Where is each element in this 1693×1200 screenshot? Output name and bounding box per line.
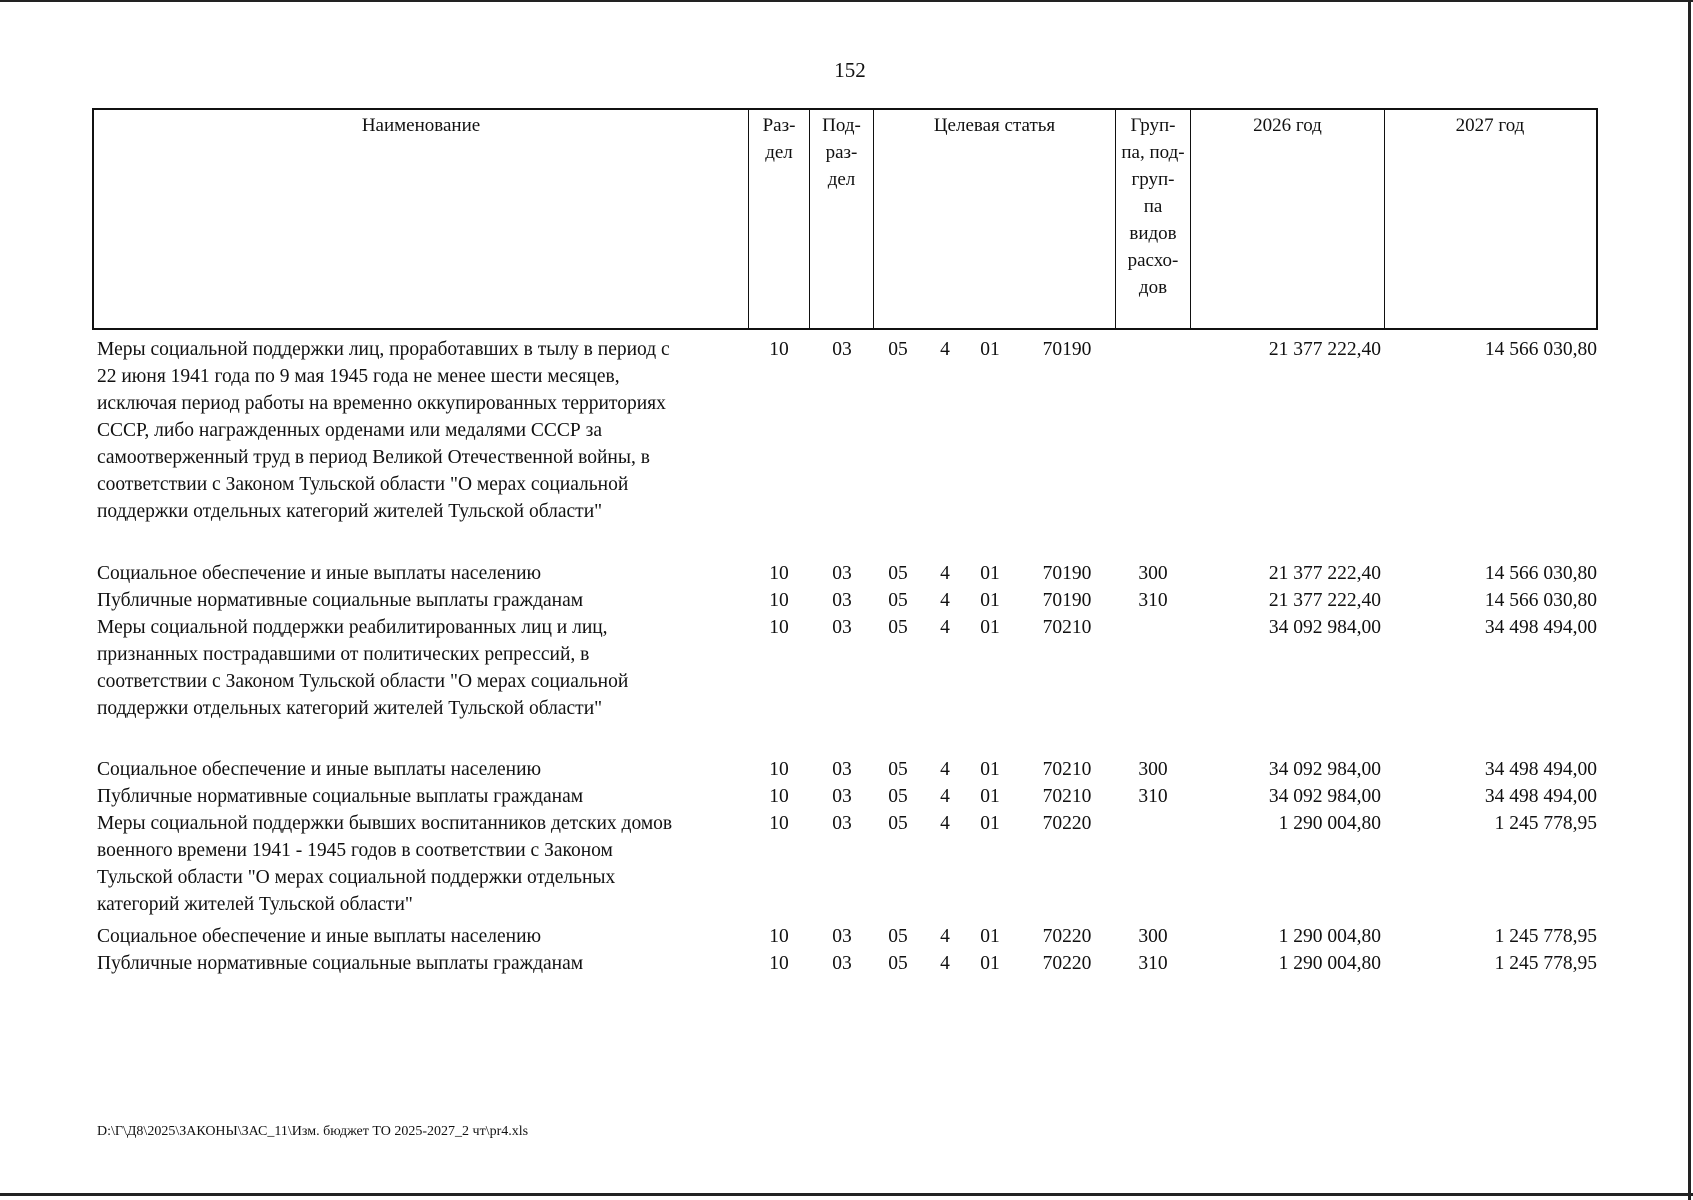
cell-target-event: 01 <box>980 813 1000 834</box>
cell-razdel: 10 <box>769 339 789 360</box>
row-name: Меры социальной поддержки лиц, проработавших в тылу в период с 22 июня 1941 года по 9 мая 1945 года не менее шести месяцев, исключая период работы на временно оккупированных территориях СССР, либо награжденных орденами или медалями СССР за самоотверженный труд в период Великой Отечественной войны, в соответствии с Законом Тульской области "О мерах социальной поддержки отдельных категорий жителей Тульской области" <box>97 339 670 522</box>
cell-target-program: 05 <box>888 339 908 360</box>
row-name: Публичные нормативные социальные выплаты гражданам <box>97 953 584 974</box>
page-frame-right <box>1688 0 1691 1200</box>
cell-2026: 1 290 004,80 <box>1278 813 1381 834</box>
cell-razdel: 10 <box>769 813 789 834</box>
cell-target-type: 4 <box>940 786 950 807</box>
row-name: Социальное обеспечение и иные выплаты населению <box>97 563 542 584</box>
page-number: 152 <box>834 58 866 82</box>
cell-2026: 34 092 984,00 <box>1268 786 1381 807</box>
cell-2026: 1 290 004,80 <box>1278 926 1381 947</box>
row-name: Социальное обеспечение и иные выплаты населению <box>97 926 542 947</box>
cell-target-program: 05 <box>888 590 908 611</box>
cell-2026: 21 377 222,40 <box>1268 563 1381 584</box>
page-frame-top <box>0 0 1693 2</box>
cell-target-program: 05 <box>888 953 908 974</box>
cell-2026: 21 377 222,40 <box>1268 339 1381 360</box>
cell-razdel: 10 <box>769 590 789 611</box>
row-name: Публичные нормативные социальные выплаты гражданам <box>97 590 584 611</box>
cell-podrazdel: 03 <box>832 786 852 807</box>
cell-razdel: 10 <box>769 786 789 807</box>
cell-target-type: 4 <box>940 759 950 780</box>
cell-target-direction: 70190 <box>1042 339 1092 360</box>
cell-2027: 14 566 030,80 <box>1484 563 1597 584</box>
cell-target-program: 05 <box>888 563 908 584</box>
cell-target-type: 4 <box>940 563 950 584</box>
cell-2026: 1 290 004,80 <box>1278 953 1381 974</box>
cell-target-direction: 70210 <box>1042 759 1092 780</box>
cell-target-event: 01 <box>980 926 1000 947</box>
cell-expense-group: 310 <box>1138 786 1168 807</box>
column-divider <box>1190 108 1191 330</box>
cell-2027: 34 498 494,00 <box>1484 759 1597 780</box>
cell-2026: 34 092 984,00 <box>1268 759 1381 780</box>
cell-2027: 34 498 494,00 <box>1484 786 1597 807</box>
cell-target-event: 01 <box>980 563 1000 584</box>
cell-2027: 34 498 494,00 <box>1484 617 1597 638</box>
cell-2026: 21 377 222,40 <box>1268 590 1381 611</box>
cell-2027: 14 566 030,80 <box>1484 590 1597 611</box>
cell-podrazdel: 03 <box>832 953 852 974</box>
cell-expense-group: 300 <box>1138 926 1168 947</box>
header-expense-group: Груп- па, под- груп- па видов расхо- дов <box>1121 115 1185 298</box>
cell-2027: 14 566 030,80 <box>1484 339 1597 360</box>
cell-target-direction: 70220 <box>1042 953 1092 974</box>
cell-2027: 1 245 778,95 <box>1494 953 1597 974</box>
row-name: Социальное обеспечение и иные выплаты населению <box>97 759 542 780</box>
cell-target-direction: 70220 <box>1042 926 1092 947</box>
cell-target-event: 01 <box>980 339 1000 360</box>
cell-target-direction: 70210 <box>1042 617 1092 638</box>
page-frame-bottom <box>0 1193 1693 1196</box>
cell-target-direction: 70210 <box>1042 786 1092 807</box>
cell-podrazdel: 03 <box>832 759 852 780</box>
cell-target-program: 05 <box>888 617 908 638</box>
cell-podrazdel: 03 <box>832 590 852 611</box>
row-name: Публичные нормативные социальные выплаты гражданам <box>97 786 584 807</box>
row-name: Меры социальной поддержки реабилитированных лиц и лиц, признанных пострадавшими от политических репрессий, в соответствии с Законом Тульской области "О мерах социальной поддержки отдельных категорий жителей Тульской области" <box>97 617 629 719</box>
cell-expense-group: 300 <box>1138 563 1168 584</box>
cell-target-type: 4 <box>940 339 950 360</box>
cell-target-event: 01 <box>980 953 1000 974</box>
cell-expense-group: 300 <box>1138 759 1168 780</box>
cell-expense-group: 310 <box>1138 590 1168 611</box>
cell-target-program: 05 <box>888 786 908 807</box>
header-podrazdel: Под- раз- дел <box>822 115 861 190</box>
cell-razdel: 10 <box>769 759 789 780</box>
column-divider <box>873 108 874 330</box>
column-divider <box>1384 108 1385 330</box>
cell-2026: 34 092 984,00 <box>1268 617 1381 638</box>
cell-podrazdel: 03 <box>832 339 852 360</box>
header-target-article: Целевая статья <box>933 115 1056 136</box>
cell-razdel: 10 <box>769 953 789 974</box>
header-name: Наименование <box>361 115 481 136</box>
cell-target-program: 05 <box>888 813 908 834</box>
cell-target-type: 4 <box>940 590 950 611</box>
cell-target-event: 01 <box>980 617 1000 638</box>
cell-podrazdel: 03 <box>832 563 852 584</box>
header-2027: 2027 год <box>1455 115 1525 136</box>
cell-target-event: 01 <box>980 759 1000 780</box>
cell-target-type: 4 <box>940 926 950 947</box>
cell-target-direction: 70190 <box>1042 563 1092 584</box>
cell-target-type: 4 <box>940 953 950 974</box>
cell-2027: 1 245 778,95 <box>1494 813 1597 834</box>
cell-razdel: 10 <box>769 617 789 638</box>
cell-target-event: 01 <box>980 786 1000 807</box>
file-path-footer: D:\Г\Д8\2025\ЗАКОНЫ\ЗАС_11\Изм. бюджет ТО 2025-2027_2 чт\pr4.xls <box>97 1124 529 1139</box>
row-name: Меры социальной поддержки бывших воспитанников детских домов военного времени 1941 - 1945 годов в соответствии с Законом Тульской области "О мерах социальной поддержки отдельных категорий жителей Тульской области" <box>97 813 673 915</box>
cell-podrazdel: 03 <box>832 813 852 834</box>
cell-razdel: 10 <box>769 563 789 584</box>
cell-target-type: 4 <box>940 813 950 834</box>
cell-target-program: 05 <box>888 926 908 947</box>
cell-target-event: 01 <box>980 590 1000 611</box>
cell-podrazdel: 03 <box>832 617 852 638</box>
cell-razdel: 10 <box>769 926 789 947</box>
header-2026: 2026 год <box>1253 115 1322 136</box>
cell-2027: 1 245 778,95 <box>1494 926 1597 947</box>
cell-target-direction: 70190 <box>1042 590 1092 611</box>
cell-target-type: 4 <box>940 617 950 638</box>
cell-target-program: 05 <box>888 759 908 780</box>
cell-target-direction: 70220 <box>1042 813 1092 834</box>
header-razdel: Раз- дел <box>762 115 796 163</box>
cell-expense-group: 310 <box>1138 953 1168 974</box>
cell-podrazdel: 03 <box>832 926 852 947</box>
